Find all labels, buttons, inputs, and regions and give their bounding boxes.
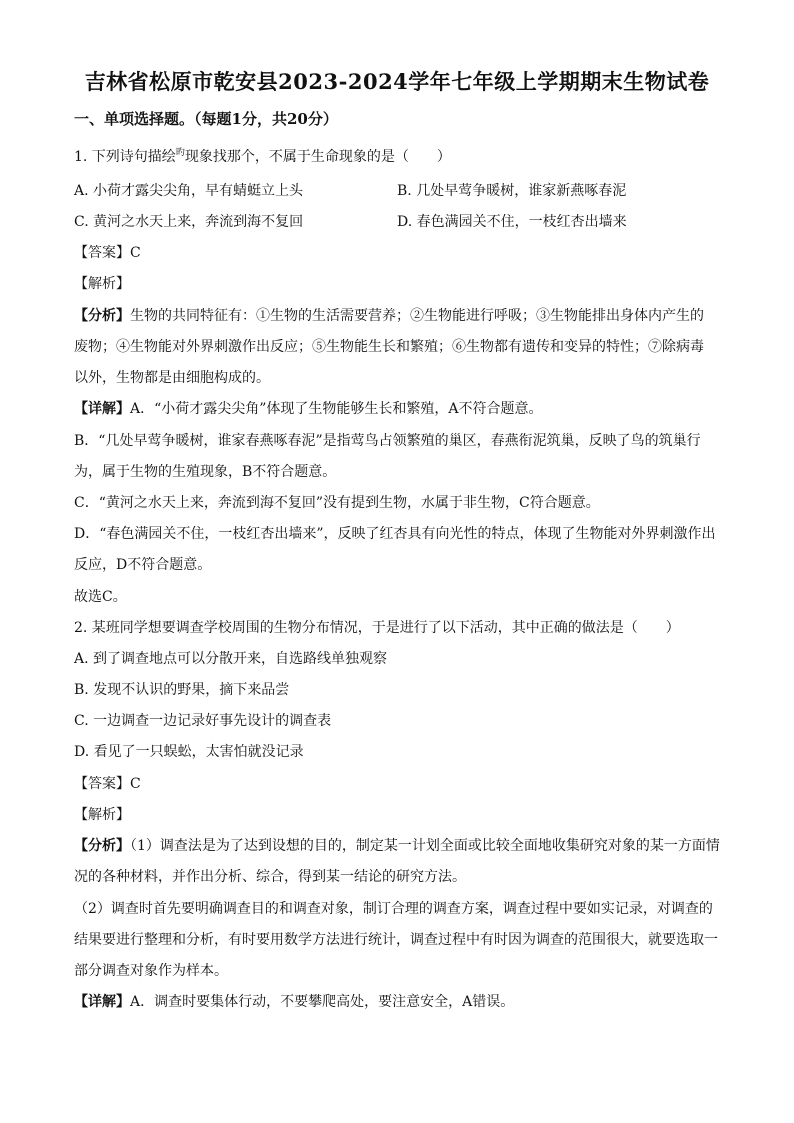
q1-detail-d-line-1: D．“春色满园关不住，一枝红杏出墙来”，反映了红杏具有向光性的特点，体现了生物能对外界刺激作出 bbox=[74, 526, 716, 542]
q2-option-a: A. 到了调查地点可以分散开来，自选路线单独观察 bbox=[74, 651, 388, 667]
q2-option-b: B. 发现不认识的野果，摘下来品尝 bbox=[74, 682, 290, 698]
q1-stem bbox=[74, 147, 451, 169]
q1-option-d: D. 春色满园关不住，一枝红杏出墙来 bbox=[397, 214, 627, 230]
q2-detail-a bbox=[74, 992, 514, 1012]
q1-answer: 【答案】C bbox=[74, 245, 141, 261]
page-title: 吉林省松原市乾安县2023-2024学年七年级上学期期末生物试卷 bbox=[84, 69, 710, 94]
q2-analysis-label: 【解析】 bbox=[74, 807, 130, 823]
q1-stem-sup: 旳 bbox=[175, 148, 185, 158]
q2-fenxi-line-4: 结果要进行整理和分析，有时要用数学方法进行统计，调查过程中有时因为调查的范围很大，就要选取一 bbox=[74, 932, 718, 948]
q1-detail-b-line-1: B．“几处早莺争暖树，谁家春燕啄春泥”是指莺鸟占领繁殖的巢区，春燕衔泥筑巢，反映了鸟的筑巢行 bbox=[74, 433, 701, 449]
q1-stem-before: 1. 下列诗句描绘 bbox=[74, 149, 176, 165]
q2-fenxi-tag: 【分析】 bbox=[74, 838, 130, 854]
q1-stem-after: 现象找那个，不属于生命现象的是（ ） bbox=[184, 149, 451, 165]
q1-detail-a-text: A．“小荷才露尖尖角”体现了生物能够生长和繁殖，A不符合题意。 bbox=[130, 401, 543, 417]
q1-option-b: B. 几处早莺争暖树，谁家新燕啄春泥 bbox=[397, 183, 627, 199]
q2-xiangjie-tag: 【详解】 bbox=[74, 994, 130, 1010]
q2-answer: 【答案】C bbox=[74, 776, 141, 792]
q1-detail-a bbox=[74, 399, 543, 419]
q2-stem: 2. 某班同学想要调查学校周围的生物分布情况，于是进行了以下活动，其中正确的做法是（ ） bbox=[74, 620, 680, 636]
q1-fenxi-line-3: 以外，生物都是由细胞构成的。 bbox=[74, 370, 270, 386]
q1-option-a: A. 小荷才露尖尖角，早有蜻蜓立上头 bbox=[74, 183, 304, 199]
q1-option-c: C. 黄河之水天上来，奔流到海不复回 bbox=[74, 214, 304, 230]
q2-fenxi-line-2: 况的各种材料，并作出分析、综合，得到某一结论的研究方法。 bbox=[74, 869, 466, 885]
q2-detail-a-text: A．调查时要集体行动，不要攀爬高处，要注意安全，A错误。 bbox=[130, 994, 515, 1010]
q2-fenxi-text-1: （1）调查法是为了达到设想的目的，制定某一计划全面或比较全面地收集研究对象的某一方面情 bbox=[130, 838, 720, 854]
q1-detail-d-line-2: 反应，D不符合题意。 bbox=[74, 557, 212, 573]
q2-option-c: C. 一边调查一边记录好事先设计的调查表 bbox=[74, 713, 332, 729]
q2-fenxi-line-3: （2）调查时首先要明确调查目的和调查对象，制订合理的调查方案，调查过程中要如实记录，对调查的 bbox=[74, 901, 713, 917]
q1-detail-b-line-2: 为，属于生物的生殖现象，B不符合题意。 bbox=[74, 464, 337, 480]
q2-fenxi-line-1 bbox=[74, 836, 720, 856]
q2-option-d: D. 看见了一只蜈蚣，太害怕就没记录 bbox=[74, 744, 304, 760]
q1-analysis-label: 【解析】 bbox=[74, 276, 130, 292]
q1-fenxi-text-1: 生物的共同特征有：①生物的生活需要营养；②生物能进行呼吸；③生物能排出身体内产生的 bbox=[130, 308, 704, 324]
q2-fenxi-line-5: 部分调查对象作为样本。 bbox=[74, 963, 228, 979]
q1-detail-c: C．“黄河之水天上来，奔流到海不复回”没有提到生物，水属于非生物，C符合题意。 bbox=[74, 495, 600, 511]
section-heading: 一、单项选择题。（每题1分，共20分） bbox=[74, 110, 338, 128]
q1-fenxi-line-2: 废物；④生物能对外界刺激作出反应；⑤生物能生长和繁殖；⑥生物都有遗传和变异的特性；⑦除病毒 bbox=[74, 339, 704, 355]
q1-fenxi-line-1 bbox=[74, 306, 704, 326]
q1-fenxi-tag: 【分析】 bbox=[74, 308, 130, 324]
q1-xiangjie-tag: 【详解】 bbox=[74, 401, 130, 417]
q1-conclusion: 故选C。 bbox=[74, 589, 127, 605]
